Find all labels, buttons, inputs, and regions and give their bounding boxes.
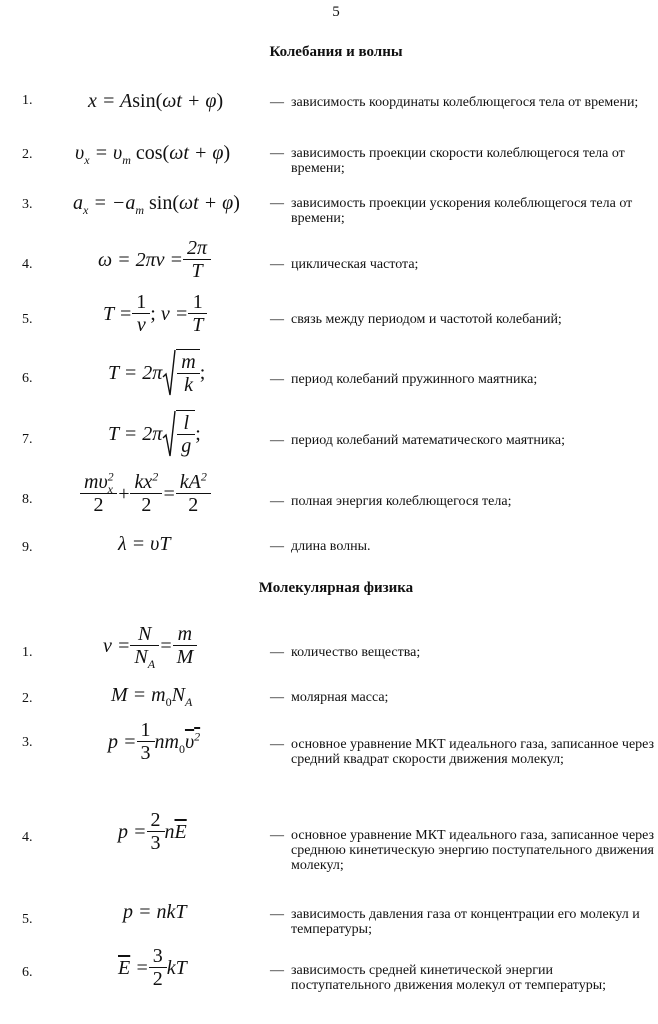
formula: $\frac{m\upsilon^2_x}{2}$ + $\frac{kx^2}{2}$ = $\frac{kA^2}{2}$ — [80, 472, 211, 515]
item-description: — циклическая частота; — [270, 257, 419, 272]
formula: T = $\frac{1}{\nu}$ ; ν = $\frac{1}{T}$ — [103, 292, 207, 335]
formula: p = $\frac{1}{3}$ $nm_0\upsilon^2$ — [108, 719, 201, 764]
item-description: — период колебаний пружинного маятника; — [270, 372, 538, 387]
item-description: — молярная масса; — [270, 690, 389, 705]
formula: T = 2π $\frac{m}{k}$ ; — [108, 351, 206, 396]
item-description: — период колебаний математического маятника; — [270, 433, 566, 448]
item-description: — зависимость давления газа от концентрации его молекул и температуры; — [270, 907, 640, 937]
formula: $\upsilon_x = \upsilon_m$ cos(ωt + φ) — [75, 142, 231, 167]
item-description: — зависимость координаты колеблющегося тела от времени; — [270, 95, 639, 110]
formula: T = 2π $\frac{l}{g}$ ; — [108, 412, 201, 457]
item-description: — основное уравнение МКТ идеального газа, записанное через среднюю кинетическую энергию поступательного движения молекул; — [270, 828, 655, 873]
item-number: 6. — [22, 371, 33, 386]
formula: p = $\frac{2}{3}$ $n\overline{E}$ — [118, 809, 187, 854]
item-description: — количество вещества; — [270, 645, 421, 660]
item-number: 6. — [22, 965, 33, 980]
item-number: 5. — [22, 312, 33, 327]
item-number: 1. — [22, 93, 33, 108]
formula: p = nkT — [123, 901, 187, 923]
formula: ν = $\frac{N}{N_A}$ = $\frac{m}{M}$ — [103, 624, 197, 667]
item-number: 3. — [22, 735, 33, 750]
item-description: — длина волны. — [270, 539, 371, 554]
item-description: — основное уравнение МКТ идеального газа, записанное через средний квадрат скорости движения молекул; — [270, 737, 655, 767]
item-description: — зависимость средней кинетической энергии поступательного движения молекул от температуры; — [270, 963, 607, 993]
item-number: 1. — [22, 645, 33, 660]
section-title-molecular-physics: Молекулярная физика — [258, 580, 414, 596]
formula: ω = 2πν = $\frac{2\pi}{T}$ — [98, 238, 211, 281]
item-number: 3. — [22, 197, 33, 212]
item-number: 8. — [22, 492, 33, 507]
formula: $\overline{E}$ = $\frac{3}{2}$ kT — [118, 945, 187, 990]
item-description: — зависимость проекции скорости колеблющегося тела от времени; — [270, 146, 625, 176]
formula: $M = m_0N_A$ — [111, 684, 193, 709]
item-number: 2. — [22, 147, 33, 162]
item-number: 2. — [22, 691, 33, 706]
section-title-oscillations: Колебания и волны — [269, 44, 403, 60]
item-number: 9. — [22, 540, 33, 555]
formula: λ = υT — [118, 533, 171, 555]
formula: $a_x = -a_m$ sin(ωt + φ) — [73, 192, 240, 217]
item-description: — полная энергия колеблющегося тела; — [270, 494, 512, 509]
item-description: — связь между периодом и частотой колебаний; — [270, 312, 562, 327]
item-number: 4. — [22, 830, 33, 845]
item-description: — зависимость проекции ускорения колеблющегося тела от времени; — [270, 196, 633, 226]
item-number: 4. — [22, 257, 33, 272]
item-number: 7. — [22, 432, 33, 447]
formula: x = Asin(ωt + φ) — [88, 90, 224, 112]
page-number: 5 — [332, 4, 340, 20]
item-number: 5. — [22, 912, 33, 927]
